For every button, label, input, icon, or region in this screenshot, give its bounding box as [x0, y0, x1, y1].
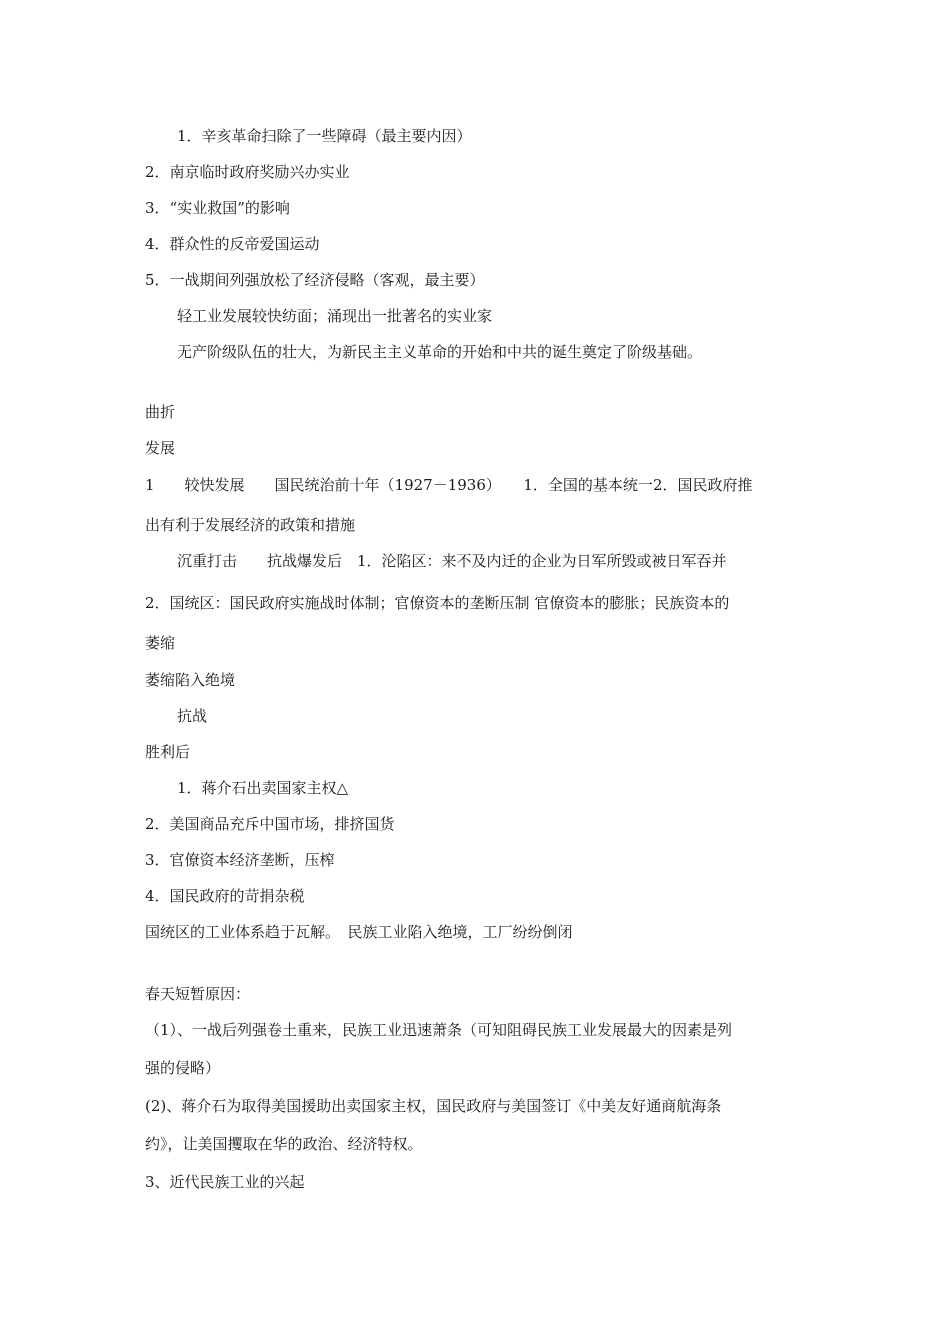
- text-line: 春天短暂原因：: [145, 985, 251, 1003]
- text-line: 4．群众性的反帝爱国运动: [145, 235, 320, 253]
- text-line: 1．辛亥革命扫除了一些障碍（最主要内因）: [177, 127, 472, 145]
- text-line: 胜利后: [145, 743, 191, 761]
- text-line: 2．南京临时政府奖励兴办实业: [145, 163, 350, 181]
- text-line: 曲折: [145, 403, 176, 421]
- text-line: 萎缩: [145, 634, 176, 652]
- text-line: 无产阶级队伍的壮大，为新民主主义革命的开始和中共的诞生奠定了阶级基础。: [177, 343, 703, 361]
- text-line: 2．国统区：国民政府实施战时体制；官僚资本的垄断压制 官僚资本的膨胀；民族资本的: [145, 594, 730, 612]
- text-line: 萎缩陷入绝境: [145, 671, 236, 689]
- text-line: 轻工业发展较快纺面；涌现出一批著名的实业家: [177, 307, 493, 325]
- text-line: 出有利于发展经济的政策和措施: [145, 516, 356, 534]
- text-line: 约》，让美国攫取在华的政治、经济特权。: [145, 1135, 423, 1153]
- text-line: 强的侵略）: [145, 1059, 221, 1077]
- text-line: 4．国民政府的苛捐杂税: [145, 887, 305, 905]
- text-line: 抗战: [177, 707, 208, 725]
- text-line: 3．“实业救国”的影响: [145, 199, 290, 217]
- text-line: 5．一战期间列强放松了经济侵略（客观，最主要）: [145, 271, 485, 289]
- text-line: 国统区的工业体系趋于瓦解。 民族工业陷入绝境，工厂纷纷倒闭: [145, 923, 573, 941]
- text-line: 发展: [145, 439, 176, 457]
- text-line: 2．美国商品充斥中国市场，排挤国货: [145, 815, 395, 833]
- text-line: （1）、一战后列强卷土重来，民族工业迅速萧条（可知阻碍民族工业发展最大的因素是列: [145, 1021, 733, 1039]
- text-line: 1 较快发展 国民统治前十年（1927－1936） 1．全国的基本统一2．国民政府推: [145, 476, 753, 494]
- text-line: 3．官僚资本经济垄断，压榨: [145, 851, 335, 869]
- text-line: 沉重打击 抗战爆发后 1．沦陷区：来不及内迁的企业为日军所毁或被日军吞并: [177, 552, 727, 570]
- text-line: 3、近代民族工业的兴起: [145, 1173, 305, 1191]
- text-line: 1．蒋介石出卖国家主权△: [177, 779, 349, 797]
- text-line: (2)、蒋介石为取得美国援助出卖国家主权，国民政府与美国签订《中美友好通商航海条: [145, 1097, 722, 1115]
